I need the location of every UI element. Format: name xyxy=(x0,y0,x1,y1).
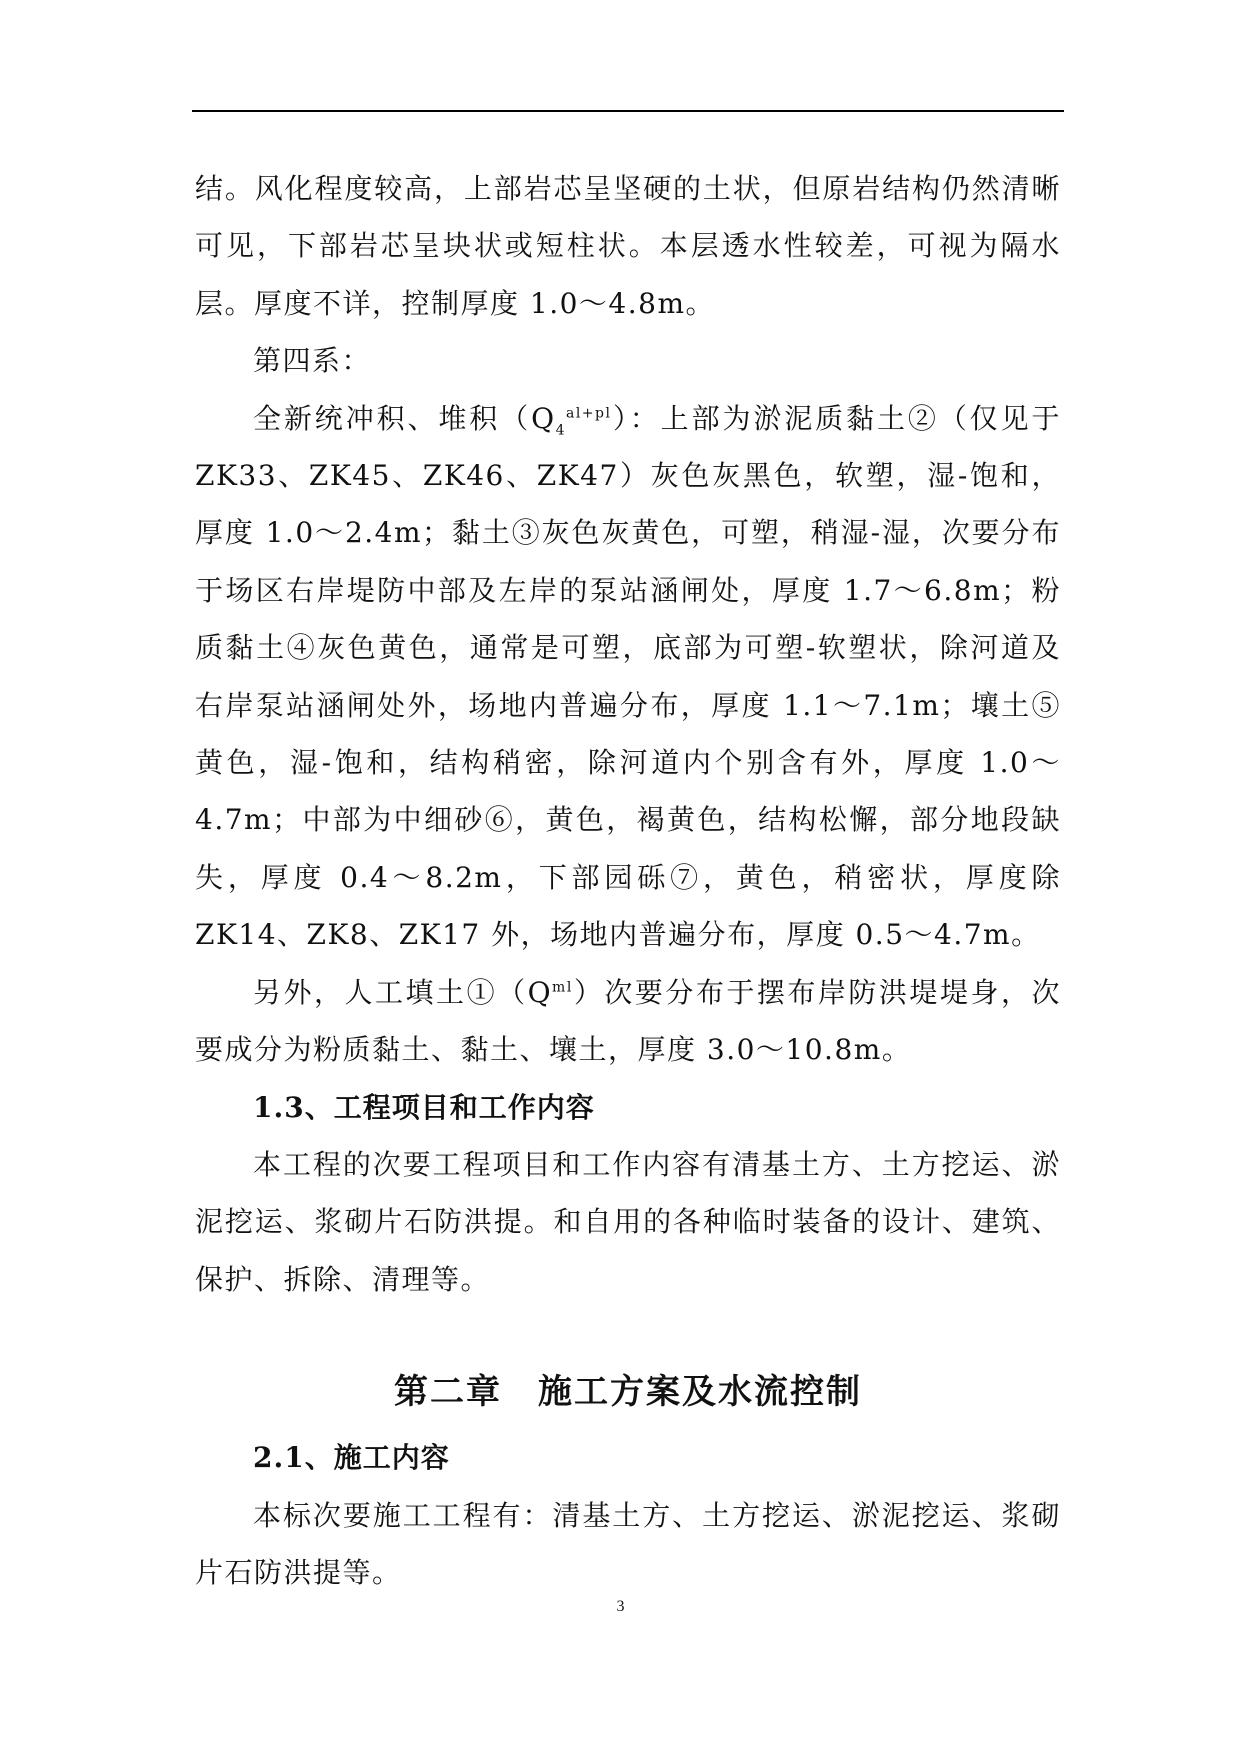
fill-lead: 另外，人工填土①（Q xyxy=(253,975,553,1009)
paragraph-holocene xyxy=(195,390,1061,964)
holocene-rest: ）：上部为淤泥质黏土②（仅见于 ZK33、ZK45、ZK46、ZK47）灰色灰黑色，软塑，湿-饱和，厚度 1.0～2.4m；黏土③灰色灰黄色，可塑，稍湿-湿，次要分布于场区右岸堤防中部及左岸的泵站涵闸处，厚度 1.7～6.8m；粉质黏土④灰色黄色，通常是可塑，底部为可塑-软塑状，除河道及右岸泵站涵闸处外，场地内普遍分布，厚度 1.1～7.1m；壤土⑤黄色，湿-饱和，结构稍密，除河道内个别含有外，厚度 1.0～4.7m；中部为中细砂⑥，黄色，褐黄色，结构松懈，部分地段缺失，厚度 0.4～8.2m，下部园砾⑦，黄色，稍密状，厚度除 ZK14、ZK8、ZK17 外，场地内普遍分布，厚度 0.5～4.7m。 xyxy=(195,401,1061,952)
chapter-heading: 第二章 施工方案及水流控制 xyxy=(394,1372,862,1413)
holocene-subscript: 4 xyxy=(555,422,566,439)
holocene-superscript: al+pl xyxy=(565,405,612,422)
document-body xyxy=(195,160,1061,1601)
fill-rest: ）次要分布于摆布岸防洪堤堤身，次要成分为粉质黏土、黏土、壤土，厚度 3.0～10.8m。 xyxy=(195,975,1061,1067)
header-rule xyxy=(192,110,1064,112)
page-number: 3 xyxy=(616,1598,625,1615)
paragraph-construction: 本标次要施工工程有：清基土方、土方挖运、淤泥挖运、浆砌片石防洪提等。 xyxy=(195,1498,1061,1589)
paragraph-quaternary-heading: 第四系： xyxy=(253,344,372,378)
paragraph-fill xyxy=(195,964,1061,1079)
fill-superscript: ml xyxy=(552,979,573,996)
paragraph-project-items: 本工程的次要工程项目和工作内容有清基土方、土方挖运、淤泥挖运、浆砌片石防洪提。和自用的各种临时装备的设计、建筑、保护、拆除、清理等。 xyxy=(195,1147,1061,1296)
holocene-lead: 全新统冲积、堆积（Q xyxy=(253,401,556,435)
section-heading-1-3: 1.3、工程项目和工作内容 xyxy=(253,1090,595,1124)
section-heading-2-1: 2.1、施工内容 xyxy=(253,1441,450,1475)
paragraph-continuation: 结。风化程度较高，上部岩芯呈坚硬的土状，但原岩结构仍然清晰可见，下部岩芯呈块状或短柱状。本层透水性较差，可视为隔水层。厚度不详，控制厚度 1.0～4.8m。 xyxy=(195,172,1061,320)
